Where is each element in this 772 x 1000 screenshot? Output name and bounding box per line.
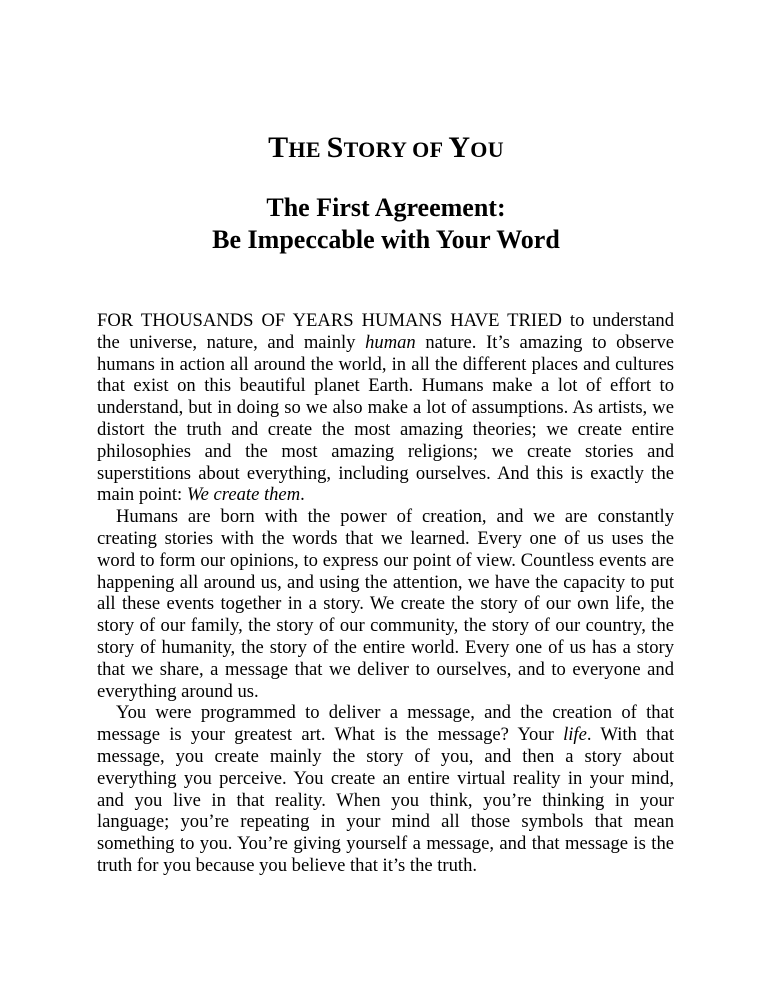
subtitle-line-2: Be Impeccable with Your Word: [212, 225, 560, 254]
chapter-title-part: TORY OF: [343, 137, 449, 162]
paragraph-text: Humans are born with the power of creation, and we are constantly creating stories with the words that we learned. Every one of us uses the word to form our opinions, to express our point of view. Countless events are happening all around us, and using the attention, we have the capacity to put all these events together in a story. We create the story of our own life, the story of our family, the story of our community, the story of our country, the story of humanity, the story of the entire world. Every one of us has a story that we share, a message that we deliver to ourselves, and to everyone and everything around us.: [97, 506, 674, 702]
paragraph: [97, 702, 674, 876]
paragraph: [97, 310, 674, 506]
emphasis-text: human: [365, 331, 416, 353]
paragraph-text: . With that message, you create mainly the story of you, and then a story about everything you perceive. You create an entire virtual reality in your mind, and you live in that reality. When you think, you’re thinking in your language; you’re repeating in your mind all those symbols that mean something to you. You’re giving yourself a message, and that message is the truth for you because you believe that it’s the truth.: [97, 724, 674, 876]
paragraph-text: nature. It’s amazing to observe humans in action all around the world, in all the different places and cultures that exist on this beautiful planet Earth. Humans make a lot of effort to understand, but in doing so we also make a lot of assumptions. As artists, we distort the truth and create the most amazing theories; we create entire philosophies and the most amazing religions; we create stories and superstitions about everything, including ourselves. And this is exactly the main point:: [97, 331, 674, 506]
chapter-title-part: OU: [470, 137, 504, 162]
emphasis-text: We create them: [186, 484, 301, 506]
paragraph-text: .: [300, 484, 305, 506]
chapter-title-part: HE: [288, 137, 327, 162]
paragraph: [97, 506, 674, 702]
body-text: [97, 310, 674, 877]
subtitle-line-1: The First Agreement:: [266, 193, 506, 222]
chapter-title: [0, 128, 772, 170]
chapter-title-part: T: [268, 131, 289, 164]
chapter-title-part: Y: [448, 131, 471, 164]
emphasis-text: life: [563, 724, 587, 746]
paragraph-text: You were programmed to deliver a message, and the creation of that message is your greatest art. What is the message? Your: [97, 702, 674, 746]
chapter-subtitle: [0, 192, 772, 256]
paragraph-text: FOR THOUSANDS OF YEARS HUMANS HAVE TRIED to understand the universe, nature, and mainly: [97, 310, 674, 353]
chapter-title-part: S: [326, 131, 344, 164]
